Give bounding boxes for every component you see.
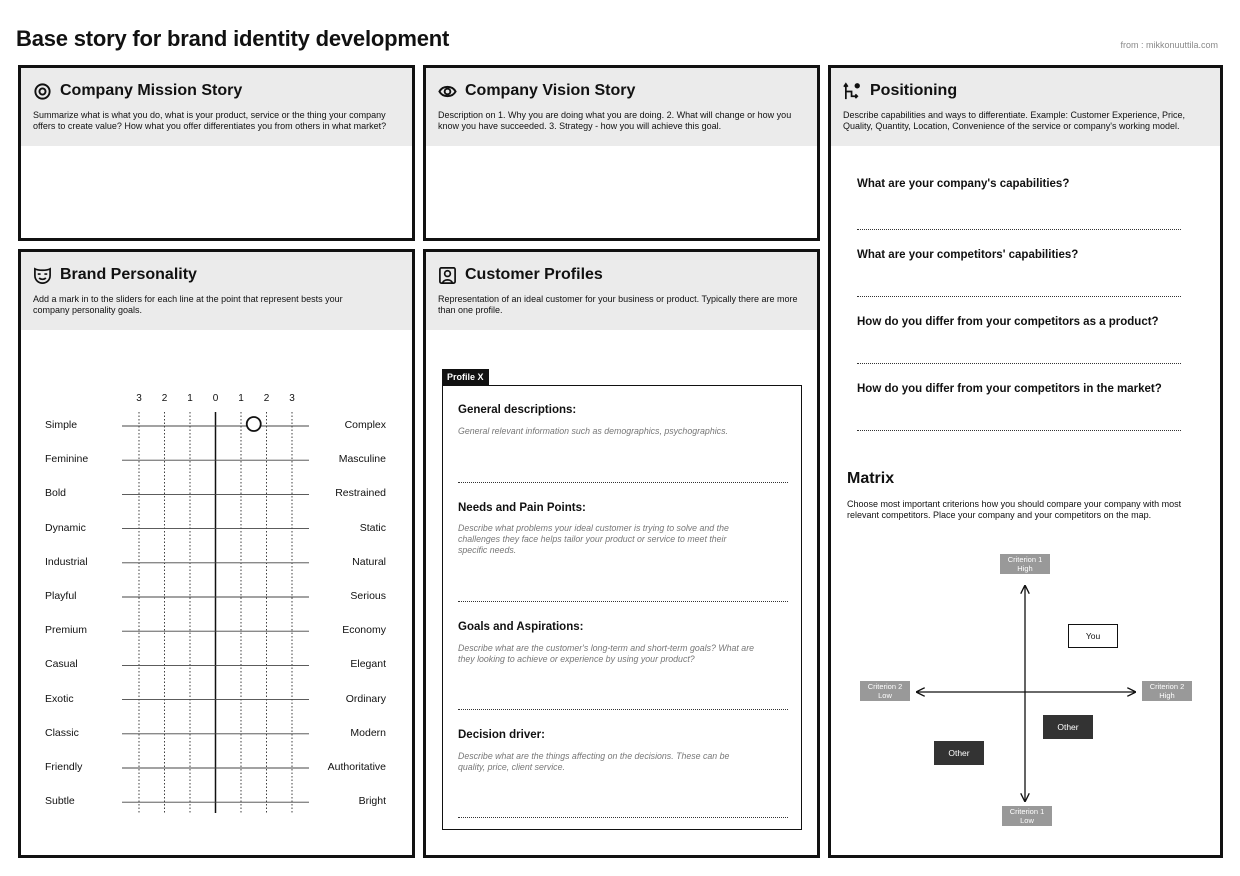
trait-right-label: Serious <box>350 590 386 602</box>
trait-right-label: Ordinary <box>345 692 386 705</box>
page-title: Base story for brand identity development <box>16 26 450 51</box>
trait-left-label: Feminine <box>45 453 89 466</box>
customer-desc: Representation of an ideal customer for your business or product. Typically there are more than one profile. <box>438 294 798 315</box>
answer-line[interactable] <box>458 482 788 483</box>
trait-right-label: Complex <box>344 419 386 431</box>
mission-desc: Summarize what is what you do, what is your product, service or the thing your company offers to create value? How what you offer differentiates you from others in what market? <box>33 110 387 131</box>
vision-desc: Description on 1. Why you are doing what you are doing. 2. What will change or how you know you have succeeded. 3. Strategy - how you will achieve this goal. <box>438 110 792 131</box>
section-heading: Goals and Aspirations: <box>458 621 584 633</box>
trait-right-label: Restrained <box>335 487 386 500</box>
scale-tick-label: 1 <box>187 393 193 404</box>
scale-tick-label: 2 <box>161 393 168 404</box>
scale-tick-label: 0 <box>212 393 219 404</box>
trait-right-label: Masculine <box>338 453 386 466</box>
trait-right-label: Elegant <box>350 658 386 671</box>
section-heading: Needs and Pain Points: <box>458 502 586 514</box>
matrix-desc: Choose most important criterions how you should compare your company with most relevant competitors. Place your company and your competitors on the map. <box>847 499 1182 520</box>
target-icon <box>33 82 52 101</box>
eye-icon <box>438 82 457 101</box>
mask-icon <box>33 266 52 285</box>
matrix-title: Matrix <box>847 470 895 487</box>
section-heading: Decision driver: <box>458 729 545 741</box>
profile-tag: Profile X <box>442 369 489 385</box>
trait-left-label: Playful <box>45 590 77 602</box>
scale-tick-label: 3 <box>289 393 295 404</box>
positioning-desc: Describe capabilities and ways to differentiate. Example: Customer Experience, Price, Quality, Quantity, Location, Convenience of the service or company's working model. <box>843 110 1185 131</box>
trait-left-label: Simple <box>45 419 78 431</box>
personality-title: Brand Personality <box>60 266 197 283</box>
criterion2-low-label: Criterion 2 Low <box>860 681 910 701</box>
customer-panel[interactable] <box>423 249 820 858</box>
vision-panel[interactable] <box>423 65 820 241</box>
competitor-marker[interactable]: Other <box>934 741 984 765</box>
answer-line[interactable] <box>458 709 788 710</box>
personality-header <box>21 252 412 330</box>
scale-tick-label: 2 <box>263 393 270 404</box>
you-marker[interactable]: You <box>1068 624 1118 648</box>
section-desc: Describe what are the things affecting on the decisions. These can be quality, price, client service. <box>458 751 730 772</box>
mission-title: Company Mission Story <box>60 82 243 99</box>
criterion1-high-label: Criterion 1 High <box>1000 554 1050 574</box>
trait-left-label: Dynamic <box>45 521 86 534</box>
personality-desc: Add a mark in to the sliders for each line at the point that represent bests your company personality goals. <box>33 294 343 315</box>
trait-left-label: Classic <box>45 726 79 739</box>
section-desc: General relevant information such as demographics, psychographics. <box>458 426 728 436</box>
trait-left-label: Exotic <box>45 692 74 705</box>
vision-title: Company Vision Story <box>465 82 636 99</box>
positioning-title: Positioning <box>870 82 958 99</box>
scale-tick-label: 3 <box>136 393 142 404</box>
answer-line[interactable] <box>458 601 788 602</box>
user-profile-icon <box>438 266 457 285</box>
trait-left-label: Industrial <box>45 555 88 568</box>
question-competitors: What are your competitors' capabilities? <box>857 249 1079 261</box>
customer-header <box>426 252 817 330</box>
question-product: How do you differ from your competitors as a product? <box>857 316 1159 328</box>
section-desc: Describe what are the customer's long-term and short-term goals? What are they looking to achieve or experience by using your product? <box>458 643 755 664</box>
trait-left-label: Premium <box>45 624 88 637</box>
trait-right-label: Natural <box>352 555 386 568</box>
trait-left-label: Friendly <box>45 761 83 773</box>
positioning-panel[interactable] <box>828 65 1223 858</box>
trait-left-label: Casual <box>45 658 78 671</box>
mission-header <box>21 68 412 146</box>
trait-left-label: Bold <box>45 487 67 500</box>
trait-right-label: Authoritative <box>327 761 386 773</box>
trait-left-label: Subtle <box>45 795 75 808</box>
answer-line[interactable] <box>458 817 788 818</box>
matrix-axes <box>831 68 1223 858</box>
vision-header <box>426 68 817 146</box>
criterion1-low-label: Criterion 1 Low <box>1002 806 1052 826</box>
trait-right-label: Economy <box>342 624 386 637</box>
question-market: How do you differ from your competitors in the market? <box>857 383 1162 395</box>
mission-panel[interactable] <box>18 65 415 241</box>
customer-title: Customer Profiles <box>465 266 603 283</box>
competitor-marker[interactable]: Other <box>1043 715 1093 739</box>
source-credit: from : mikkonuuttila.com <box>1120 40 1218 50</box>
trait-right-label: Bright <box>358 795 386 808</box>
criterion2-high-label: Criterion 2 High <box>1142 681 1192 701</box>
trait-right-label: Modern <box>350 726 386 739</box>
scale-tick-label: 1 <box>238 393 244 404</box>
section-heading: General descriptions: <box>458 404 577 416</box>
trait-right-label: Static <box>359 521 386 534</box>
section-desc: Describe what problems your ideal customer is trying to solve and the challenges they face helps tailor your product or service to meet their specific needs. <box>458 523 729 555</box>
question-capabilities: What are your company's capabilities? <box>857 178 1070 190</box>
